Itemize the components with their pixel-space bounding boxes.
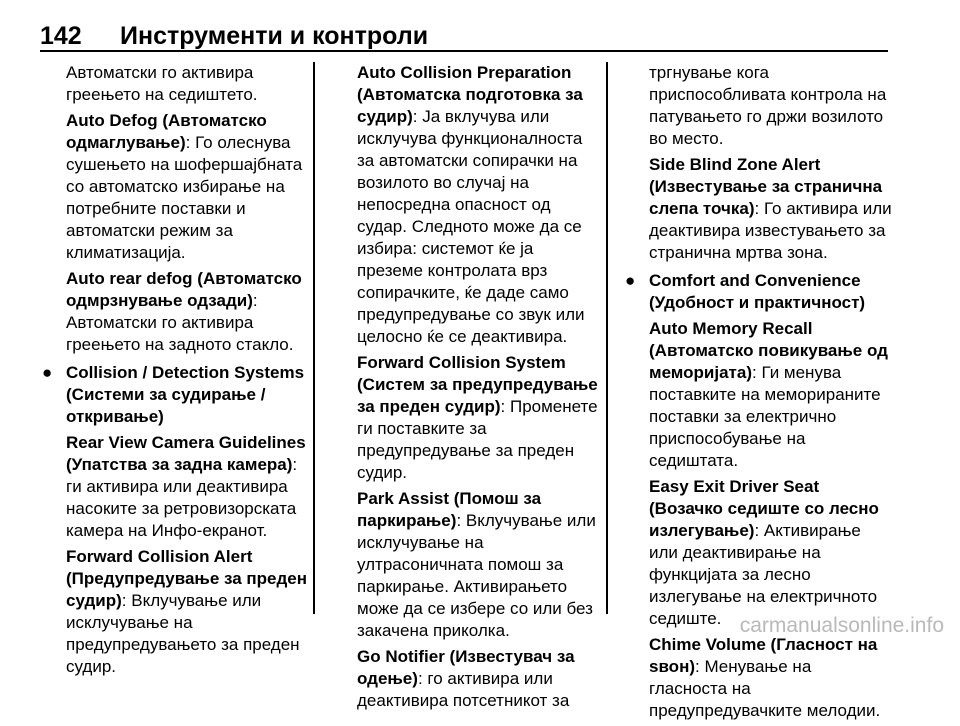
paragraph: Автоматски го активира греењето на седиштето. bbox=[66, 63, 258, 104]
watermark: carmanualsonline.info bbox=[739, 614, 944, 637]
bullet-icon: ● bbox=[42, 363, 53, 382]
term-description: : Го олеснува сушењето на шофершајбната со автоматско избирање на потребните поставки и автоматски режим за климатизација. bbox=[66, 133, 303, 262]
term-description: : Вклучување или исклучување на ултрасоничната помош за паркирање. Активирањето може да се избере со или без закачена приколка. bbox=[357, 511, 596, 640]
paragraph bbox=[40, 546, 308, 678]
paragraph bbox=[623, 634, 893, 722]
page-header bbox=[40, 22, 890, 52]
paragraph bbox=[40, 432, 308, 542]
term-heading: Side Blind Zone Alert (Известување за странична слепа точка) bbox=[649, 155, 883, 218]
bullet-section-heading bbox=[623, 270, 893, 314]
page-number: 142 bbox=[40, 22, 82, 50]
bullet-section-heading bbox=[40, 362, 308, 428]
header-rule bbox=[40, 50, 888, 52]
term-heading: Auto Defog (Автоматско одмаглување) bbox=[66, 111, 267, 152]
term-description: : Ги менува поставките на меморираните поставки за електрично приспособување на седиштата. bbox=[649, 363, 881, 470]
paragraph bbox=[40, 110, 308, 264]
term-heading: Park Assist (Помош за паркирање) bbox=[357, 489, 542, 530]
bullet-icon: ● bbox=[625, 271, 636, 290]
term-heading: Go Notifier (Известувач за одење) bbox=[357, 647, 575, 688]
term-description: : Активирање или деактивирање на функцијата за лесно излегување на електричното седиште. bbox=[649, 521, 878, 628]
term-description: : Автоматски го активира греењето на задното стакло. bbox=[66, 291, 294, 354]
term-description: : Променете ги поставките за предупредување за преден судир. bbox=[357, 397, 598, 482]
term-heading: Auto Memory Recall (Автоматско повикување од меморијата) bbox=[649, 319, 888, 382]
section-heading: Collision / Detection Systems (Системи за судирање / откривање) bbox=[66, 363, 305, 426]
paragraph bbox=[623, 476, 893, 630]
column-divider bbox=[606, 62, 608, 614]
paragraph bbox=[623, 318, 893, 472]
term-heading: Auto rear defog (Автоматско одмрзнување одзади) bbox=[66, 269, 302, 310]
term-heading: Easy Exit Driver Seat (Возачко седиште со лесно излегување) bbox=[649, 477, 879, 540]
term-description: : Менување на гласноста на предупредувачките мелодии. bbox=[649, 657, 881, 720]
term-heading: Forward Collision System (Систем за предупредување за преден судир) bbox=[357, 353, 598, 416]
term-description: : Вклучување или исклучување на предупредувањето за преден судир. bbox=[66, 591, 300, 676]
term-description: : ги активира или деактивира насоките за ретровизорската камера на Инфо-екранот. bbox=[66, 455, 298, 540]
term-heading: Rear View Camera Guidelines (Упатства за задна камера) bbox=[66, 433, 306, 474]
term-description: : го активира или деактивира потсетникот за bbox=[357, 669, 570, 710]
column-divider bbox=[313, 62, 315, 614]
paragraph bbox=[357, 352, 602, 484]
paragraph bbox=[357, 646, 602, 712]
chapter-title: Инструменти и контроли bbox=[120, 22, 429, 50]
paragraph bbox=[357, 62, 602, 348]
term-heading: Auto Collision Preparation (Автоматска подготовка за судир) bbox=[357, 63, 583, 126]
paragraph: тргнување кога приспособливата контрола на патувањето го држи возилото во место. bbox=[649, 63, 887, 148]
term-heading: Forward Collision Alert (Предупредување за преден судир) bbox=[66, 547, 308, 610]
paragraph bbox=[357, 488, 602, 642]
paragraph bbox=[623, 154, 893, 264]
text-column-1 bbox=[40, 62, 308, 682]
section-heading: Comfort and Convenience (Удобност и практичност) bbox=[649, 271, 866, 312]
text-column-2 bbox=[357, 62, 602, 716]
term-heading: Chime Volume (Гласност на ѕвон) bbox=[649, 635, 878, 676]
term-description: : Ја вклучува или исклучува функционалноста за автоматски сопирачки на возилото во случај на непосредна опасност од судар. Следното може да се избира: системот ќе ја преземе контролата врз сопирачките, ќе даде само предупредување со звук или целосно ќе се деактивира. bbox=[357, 107, 585, 346]
term-description: : Го активира или деактивира известувањето за странична мртва зона. bbox=[649, 199, 892, 262]
paragraph bbox=[40, 268, 308, 356]
